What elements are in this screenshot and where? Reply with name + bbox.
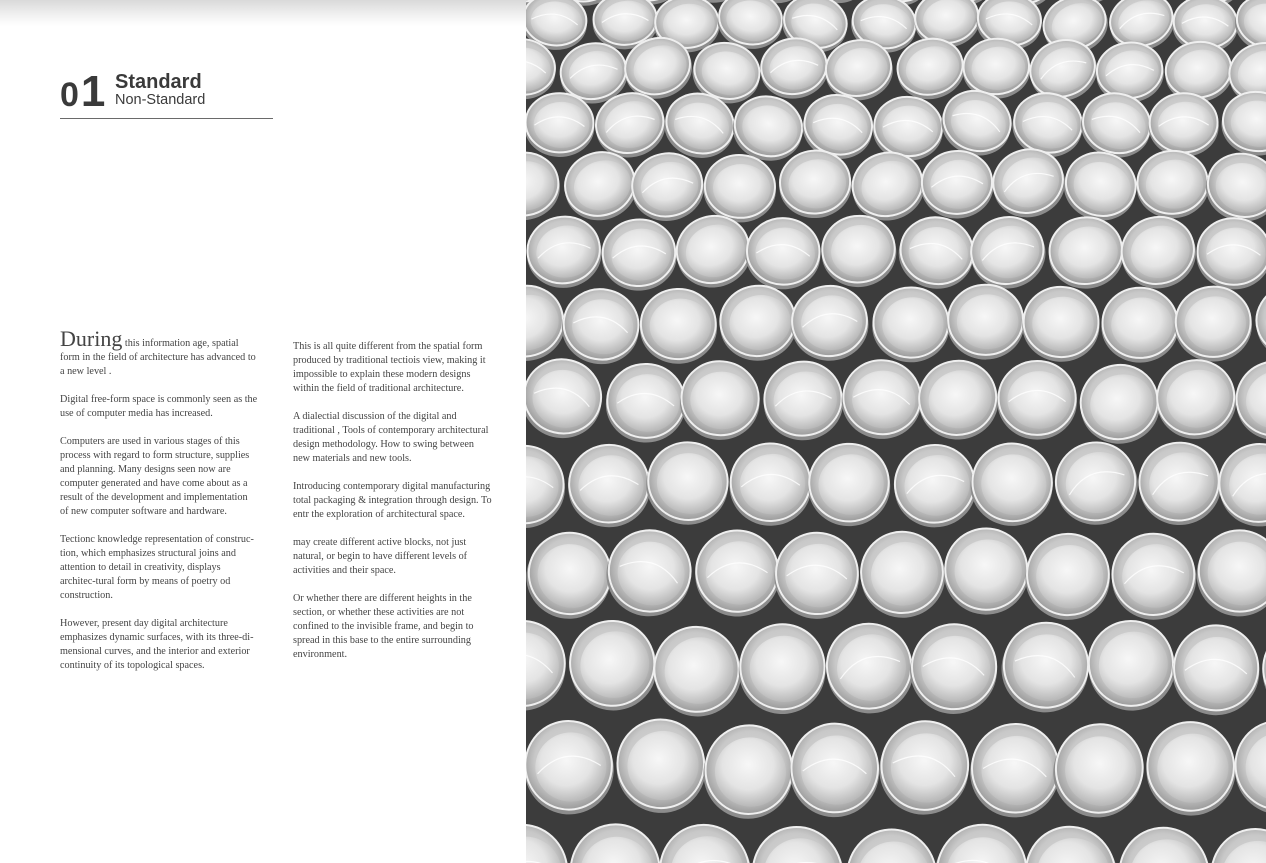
- section-number-second-digit: 1: [80, 67, 106, 116]
- paragraph: may create different active blocks, not just natural, or begin to have different levels of activities and their space.: [293, 537, 468, 576]
- text-column-left: [60, 326, 258, 687]
- paragraph: This is all quite different from the spatial form produced by traditional tectiois view, making it impossible to explain these modern designs within the field of traditional architecture.: [293, 341, 486, 394]
- section-titles: [115, 72, 205, 108]
- section-number: [60, 67, 106, 116]
- page-top-shadow: [0, 0, 526, 26]
- paragraph: Tectionc knowledge representation of construc-tion, which emphasizes structural joins and attention to detail in creativity, displays architec-tural form by means of poetry od construction.: [60, 534, 254, 601]
- bucket-stack-photo: [526, 0, 1266, 863]
- text-column-right: [293, 340, 493, 676]
- section-heading: [60, 64, 273, 119]
- section-number-first-digit: 0: [60, 76, 79, 114]
- lead-paragraph-text: this information age, spatial form in the field of architecture has advanced to a new level .: [60, 338, 256, 377]
- section-title: Standard: [115, 71, 202, 93]
- paragraph: Digital free-form space is commonly seen as the use of computer media has increased.: [60, 394, 258, 419]
- lead-word: During: [60, 326, 123, 351]
- bucket-pattern-illustration: [526, 0, 1266, 863]
- paragraph: Introducing contemporary digital manufacturing total packaging & integration through design. To entr the exploration of architectural space.: [293, 481, 492, 520]
- paragraph: However, present day digital architecture emphasizes dynamic surfaces, with its three-di-mensional curves, and the interior and exterior continuity of its topological spaces.: [60, 618, 254, 671]
- section-subtitle: Non-Standard: [115, 92, 206, 108]
- paragraph: A dialectial discussion of the digital and traditional , Tools of contemporary architectural design methodology. How to swing between new materials and new tools.: [293, 411, 489, 464]
- paragraph: Or whether there are different heights in the section, or whether these activities are not confined to the invisible frame, and begin to spread in this base to the entire surrounding environment.: [293, 593, 474, 660]
- left-page: [0, 0, 526, 863]
- paragraph: Computers are used in various stages of this process with regard to form structure, supplies and planning. Many designs seen now are computer generated and have come about as a result of the development and implementation of new computer software and hardware.: [60, 436, 250, 517]
- paragraph: [60, 326, 258, 379]
